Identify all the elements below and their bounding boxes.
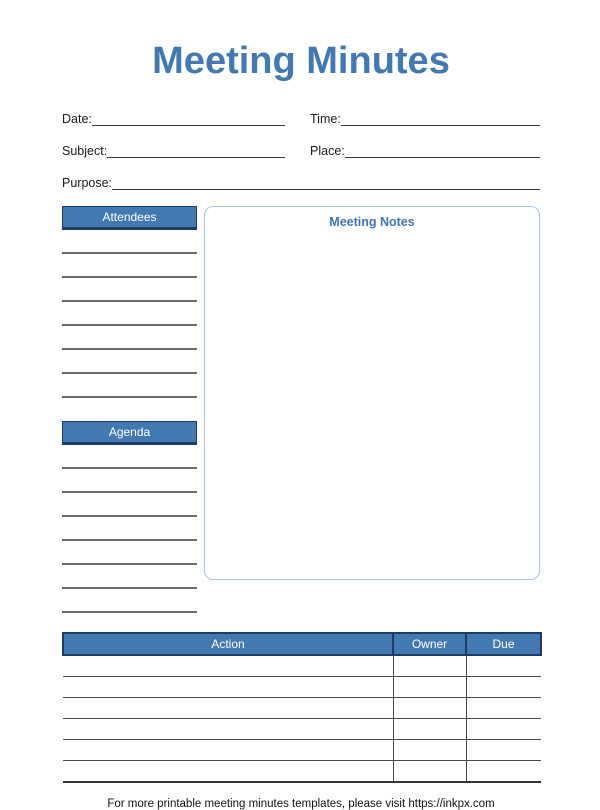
- action-cell: [63, 739, 393, 760]
- time-write-line: [341, 112, 540, 126]
- action-cell: [63, 676, 393, 697]
- agenda-header: Agenda: [62, 421, 197, 445]
- action-table-row: [63, 718, 541, 739]
- action-table-header: [63, 633, 541, 655]
- place-label: Place:: [310, 143, 345, 158]
- due-cell: [466, 718, 541, 739]
- action-table-body: [63, 655, 541, 782]
- attendee-write-line: [62, 302, 197, 326]
- due-cell: [466, 676, 541, 697]
- action-table-row: [63, 697, 541, 718]
- action-table-row: [63, 760, 541, 782]
- owner-cell: [393, 760, 466, 782]
- owner-column-header: Owner: [393, 633, 466, 655]
- subject-field: [62, 142, 285, 158]
- owner-cell: [393, 655, 466, 677]
- agenda-write-line: [62, 517, 197, 541]
- header-fields: [62, 110, 540, 190]
- main-section: [62, 206, 540, 613]
- place-write-line: [345, 144, 540, 158]
- field-row-date-time: [62, 110, 540, 126]
- page-title: Meeting Minutes: [152, 40, 450, 82]
- due-cell: [466, 760, 541, 782]
- date-label: Date:: [62, 111, 92, 126]
- purpose-label: Purpose:: [62, 175, 113, 190]
- due-cell: [466, 697, 541, 718]
- agenda-write-line: [62, 493, 197, 517]
- action-table-row: [63, 676, 541, 697]
- due-cell: [466, 655, 541, 677]
- attendee-write-line: [62, 350, 197, 374]
- action-cell: [63, 697, 393, 718]
- owner-cell: [393, 718, 466, 739]
- due-cell: [466, 739, 541, 760]
- field-row-subject-place: [62, 142, 540, 158]
- action-table-row: [63, 739, 541, 760]
- due-column-header: Due: [466, 633, 541, 655]
- time-label: Time:: [310, 111, 341, 126]
- action-cell: [63, 718, 393, 739]
- owner-cell: [393, 697, 466, 718]
- agenda-write-line: [62, 445, 197, 469]
- purpose-write-line: [112, 176, 540, 190]
- action-cell: [63, 655, 393, 677]
- action-column-header: Action: [63, 633, 393, 655]
- agenda-lines: [62, 445, 197, 613]
- action-table: [62, 632, 542, 783]
- place-field: [310, 142, 540, 158]
- meeting-notes-title: Meeting Notes: [329, 214, 415, 229]
- action-cell: [63, 760, 393, 782]
- field-row-purpose: [62, 174, 540, 190]
- date-write-line: [92, 112, 285, 126]
- time-field: [310, 110, 540, 126]
- agenda-write-line: [62, 541, 197, 565]
- purpose-field: [62, 174, 540, 190]
- agenda-write-line: [62, 589, 197, 613]
- meeting-notes-box: [204, 206, 540, 580]
- attendee-write-line: [62, 326, 197, 350]
- attendee-write-line: [62, 374, 197, 398]
- action-table-row: [63, 655, 541, 677]
- subject-label: Subject:: [62, 143, 108, 158]
- date-field: [62, 110, 285, 126]
- agenda-write-line: [62, 565, 197, 589]
- attendees-header: Attendees: [62, 206, 197, 230]
- agenda-write-line: [62, 469, 197, 493]
- owner-cell: [393, 676, 466, 697]
- owner-cell: [393, 739, 466, 760]
- attendee-write-line: [62, 278, 197, 302]
- action-table-header-row: [63, 633, 541, 655]
- attendees-lines: [62, 230, 197, 398]
- left-column: [62, 206, 197, 613]
- subject-write-line: [107, 144, 285, 158]
- attendee-write-line: [62, 254, 197, 278]
- attendee-write-line: [62, 230, 197, 254]
- footer-note: For more printable meeting minutes templates, please visit https://inkpx.com: [107, 797, 495, 810]
